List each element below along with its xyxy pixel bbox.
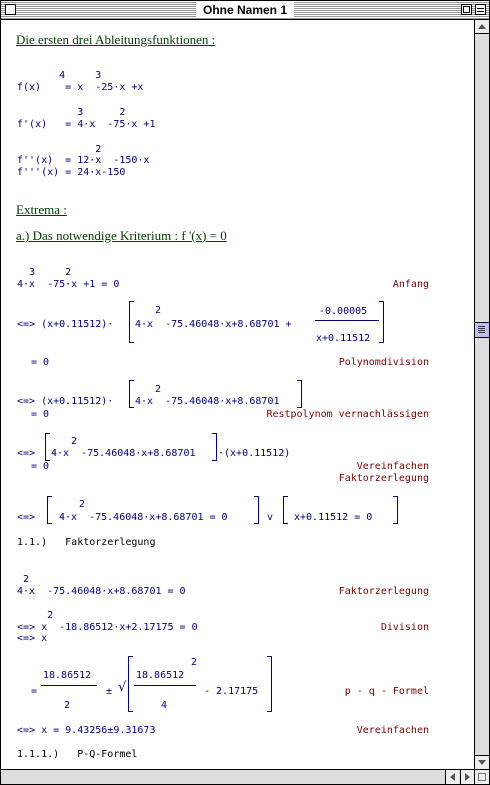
row3-polynomial: 4·x -75.46048·x+8.68701 <box>135 396 280 407</box>
pq-inner-exponent: 2 <box>191 657 198 668</box>
row5-or-symbol: v <box>267 512 274 523</box>
row4-left-bracket <box>45 433 50 461</box>
f1-definition: f'(x) = 4·x -75·x +1 <box>17 119 156 130</box>
row2-polynomial: 4·x -75.46048·x+8.68701 + <box>135 319 292 330</box>
eq6: 4·x -75.46048·x+8.68701 = 0 <box>17 586 186 597</box>
heading-derivatives: Die ersten drei Ableitungsfunktionen : <box>16 32 216 47</box>
eq1-exponents: 3 2 <box>17 267 72 278</box>
pq-inner-fraction-line <box>134 685 196 686</box>
comment-division: Division <box>380 622 429 633</box>
row5-left-bracket <box>47 496 52 524</box>
row2-left-bracket <box>129 301 134 343</box>
result: <=> x = 9.43256±9.31673 <box>17 725 156 736</box>
label-1-1-1: 1.1.1.) P-Q-Formel <box>17 749 138 760</box>
row4-polynomial: 4·x -75.46048·x+8.68701 <box>51 448 196 459</box>
row2-prefix: <=> (x+0.11512)· <box>17 319 114 330</box>
pq-left-bracket <box>128 656 133 712</box>
heading-extrema: Extrema : <box>16 202 67 217</box>
sqrt-icon: √ <box>118 680 127 695</box>
pq-inner-numerator: 18.86512 <box>136 670 185 681</box>
arrow-up-icon <box>478 24 486 29</box>
row5-right-bracket <box>254 496 259 524</box>
row2-denominator: x+0.11512 <box>316 333 371 344</box>
pq-right-bracket <box>267 656 272 712</box>
scroll-down-button[interactable] <box>475 755 489 769</box>
title-bar[interactable] <box>1 1 489 20</box>
comment-faktorzerlegung-2: Faktorzerlegung <box>338 586 429 597</box>
pq-numerator: 18.86512 <box>43 670 92 681</box>
row5-exponent: 2 <box>79 499 86 510</box>
zoom-box-icon[interactable] <box>461 4 472 15</box>
arrow-left-icon <box>450 773 455 781</box>
comment-anfang: Anfang <box>392 279 429 290</box>
row5-lin-right-bracket <box>393 496 398 524</box>
pq-fraction-line <box>41 685 97 686</box>
row4-exponent: 2 <box>71 436 78 447</box>
vertical-scroll-thumb[interactable] <box>475 322 489 338</box>
row3-exponent: 2 <box>155 384 162 395</box>
close-box-icon[interactable] <box>5 4 16 15</box>
pq-minus-term: - 2.17175 <box>204 686 259 697</box>
row3-equals-zero: = 0 <box>31 409 50 420</box>
row5-polynomial-equation: 4·x -75.46048·x+8.68701 = 0 <box>59 512 228 523</box>
f3-definition: f'''(x) = 24·x-150 <box>17 167 126 178</box>
pq-denominator: 2 <box>64 700 71 711</box>
row4-right-bracket <box>212 433 217 461</box>
horizontal-scrollbar[interactable] <box>1 769 474 784</box>
row3-left-bracket <box>129 380 134 408</box>
pq-plusminus: ± <box>106 686 113 697</box>
comment-vereinfachen-2: Vereinfachen <box>356 725 429 736</box>
row4-prefix: <=> <box>17 448 36 459</box>
comment-vereinfachen-1: Vereinfachen <box>356 461 429 472</box>
vertical-scrollbar[interactable] <box>474 20 489 769</box>
scroll-up-button[interactable] <box>475 20 489 34</box>
arrow-down-icon <box>478 760 486 765</box>
f-exponents: 4 3 <box>17 70 102 81</box>
row3-right-bracket <box>297 380 302 408</box>
scroll-right-button[interactable] <box>460 770 474 784</box>
comment-faktorzerlegung-1: Faktorzerlegung <box>338 473 429 484</box>
pq-inner-denominator: 4 <box>161 700 168 711</box>
row5-prefix: <=> <box>17 512 36 523</box>
heading-criterion: a.) Das notwendige Kriterium : f '(x) = 0 <box>16 228 227 243</box>
row4-linear-factor: ·(x+0.11512) <box>218 448 291 459</box>
scroll-left-button[interactable] <box>445 770 459 784</box>
f2-exponents: 2 <box>17 144 102 155</box>
row2-equals-zero: = 0 <box>31 357 50 368</box>
comment-polynomdivision: Polynomdivision <box>338 357 429 368</box>
comment-restpolynom: Restpolynom vernachlässigen <box>266 409 429 420</box>
row2-numerator: -0.00005 <box>319 306 368 317</box>
pq-equals: = <box>31 686 38 697</box>
arrow-right-icon <box>465 773 470 781</box>
collapse-box-icon[interactable] <box>475 4 486 15</box>
resize-grow-box-icon[interactable] <box>474 769 489 784</box>
worksheet-area[interactable] <box>1 20 473 769</box>
window-title: Ohne Namen 1 <box>196 2 294 18</box>
f1-exponents: 3 2 <box>17 107 126 118</box>
f2-definition: f''(x) = 12·x -150·x <box>17 155 150 166</box>
row5-lin-left-bracket <box>283 496 288 524</box>
eq7-continued: <=> x <box>17 633 48 644</box>
row4-equals-zero: = 0 <box>31 461 50 472</box>
eq7-exponent: 2 <box>17 610 54 621</box>
row3-prefix: <=> (x+0.11512)· <box>17 396 114 407</box>
label-1-1: 1.1.) Faktorzerlegung <box>17 537 156 548</box>
eq6-exponent: 2 <box>17 574 30 585</box>
eq7: <=> x -18.86512·x+2.17175 = 0 <box>17 622 198 633</box>
f-definition: f(x) = x -25·x +x <box>17 82 144 93</box>
eq1: 4·x -75·x +1 = 0 <box>17 279 120 290</box>
comment-pq-formel: p - q - Formel <box>344 686 429 697</box>
row2-exponent: 2 <box>155 305 162 316</box>
row2-right-bracket <box>379 301 384 343</box>
row2-fraction-line <box>315 320 379 321</box>
row5-linear-equation: x+0.11512 = 0 <box>294 512 373 523</box>
